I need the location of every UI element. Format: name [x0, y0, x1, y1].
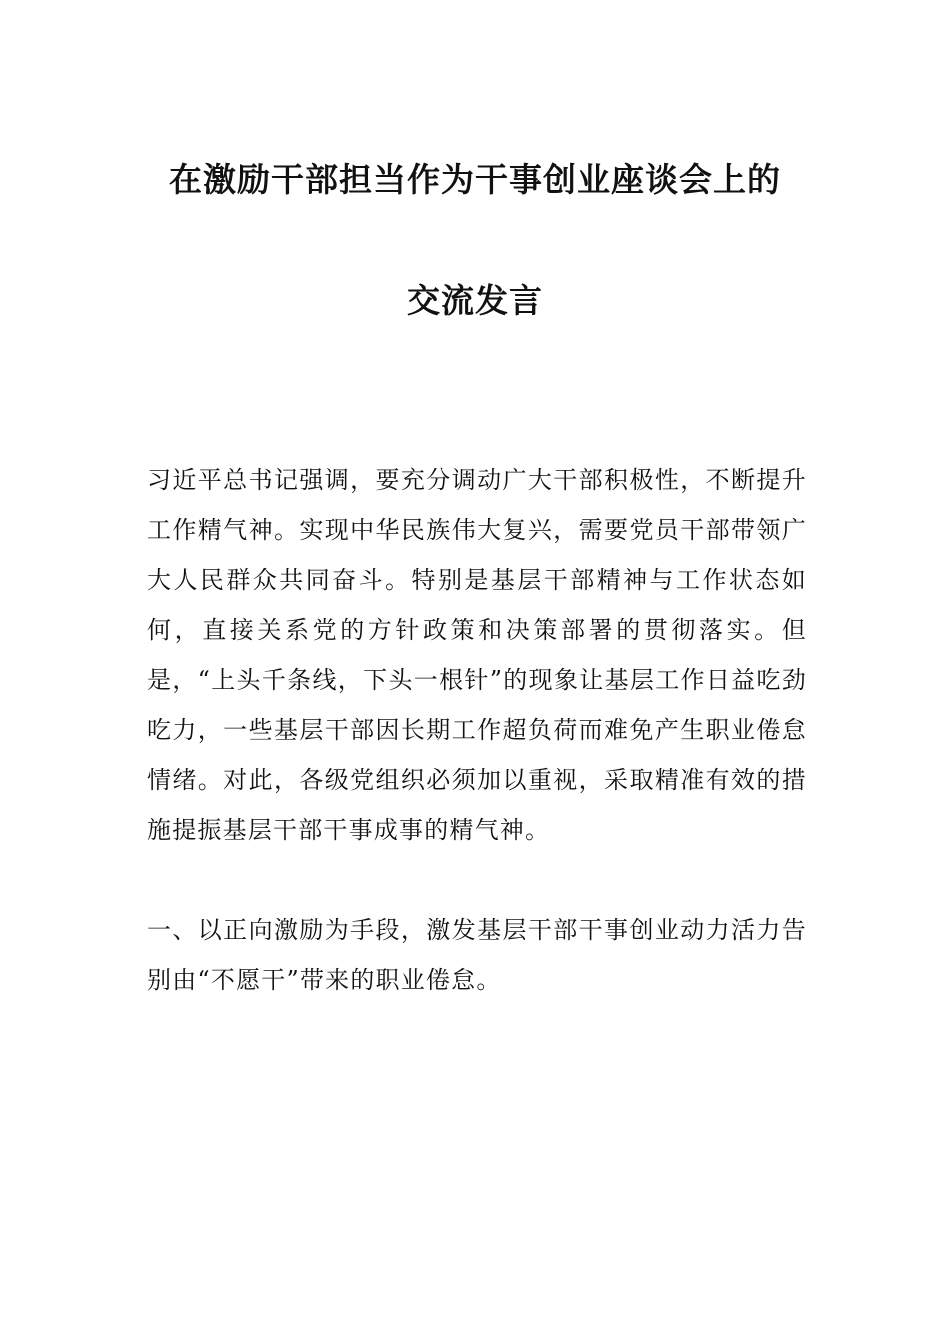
document-title-line-1: 在激励干部担当作为干事创业座谈会上的	[169, 160, 781, 199]
body-paragraph-section-1: 一、以正向激励为手段，激发基层干部干事创业动力活力告别由“不愿干”带来的职业倦怠。	[147, 916, 807, 994]
document-title-line-2: 交流发言	[407, 281, 543, 320]
body-paragraph-intro: 习近平总书记强调，要充分调动广大干部积极性，不断提升工作精气神。实现中华民族伟大复兴，需要党员干部带领广大人民群众共同奋斗。特别是基层干部精神与工作状态如何，直接关系党的方针政策和决策部署的贯彻落实。但是，“上头千条线，下头一根针”的现象让基层工作日益吃劲吃力，一些基层干部因长期工作超负荷而难免产生职业倦怠情绪。对此，各级党组织必须加以重视，采取精准有效的措施提振基层干部干事成事的精气神。	[147, 466, 807, 844]
